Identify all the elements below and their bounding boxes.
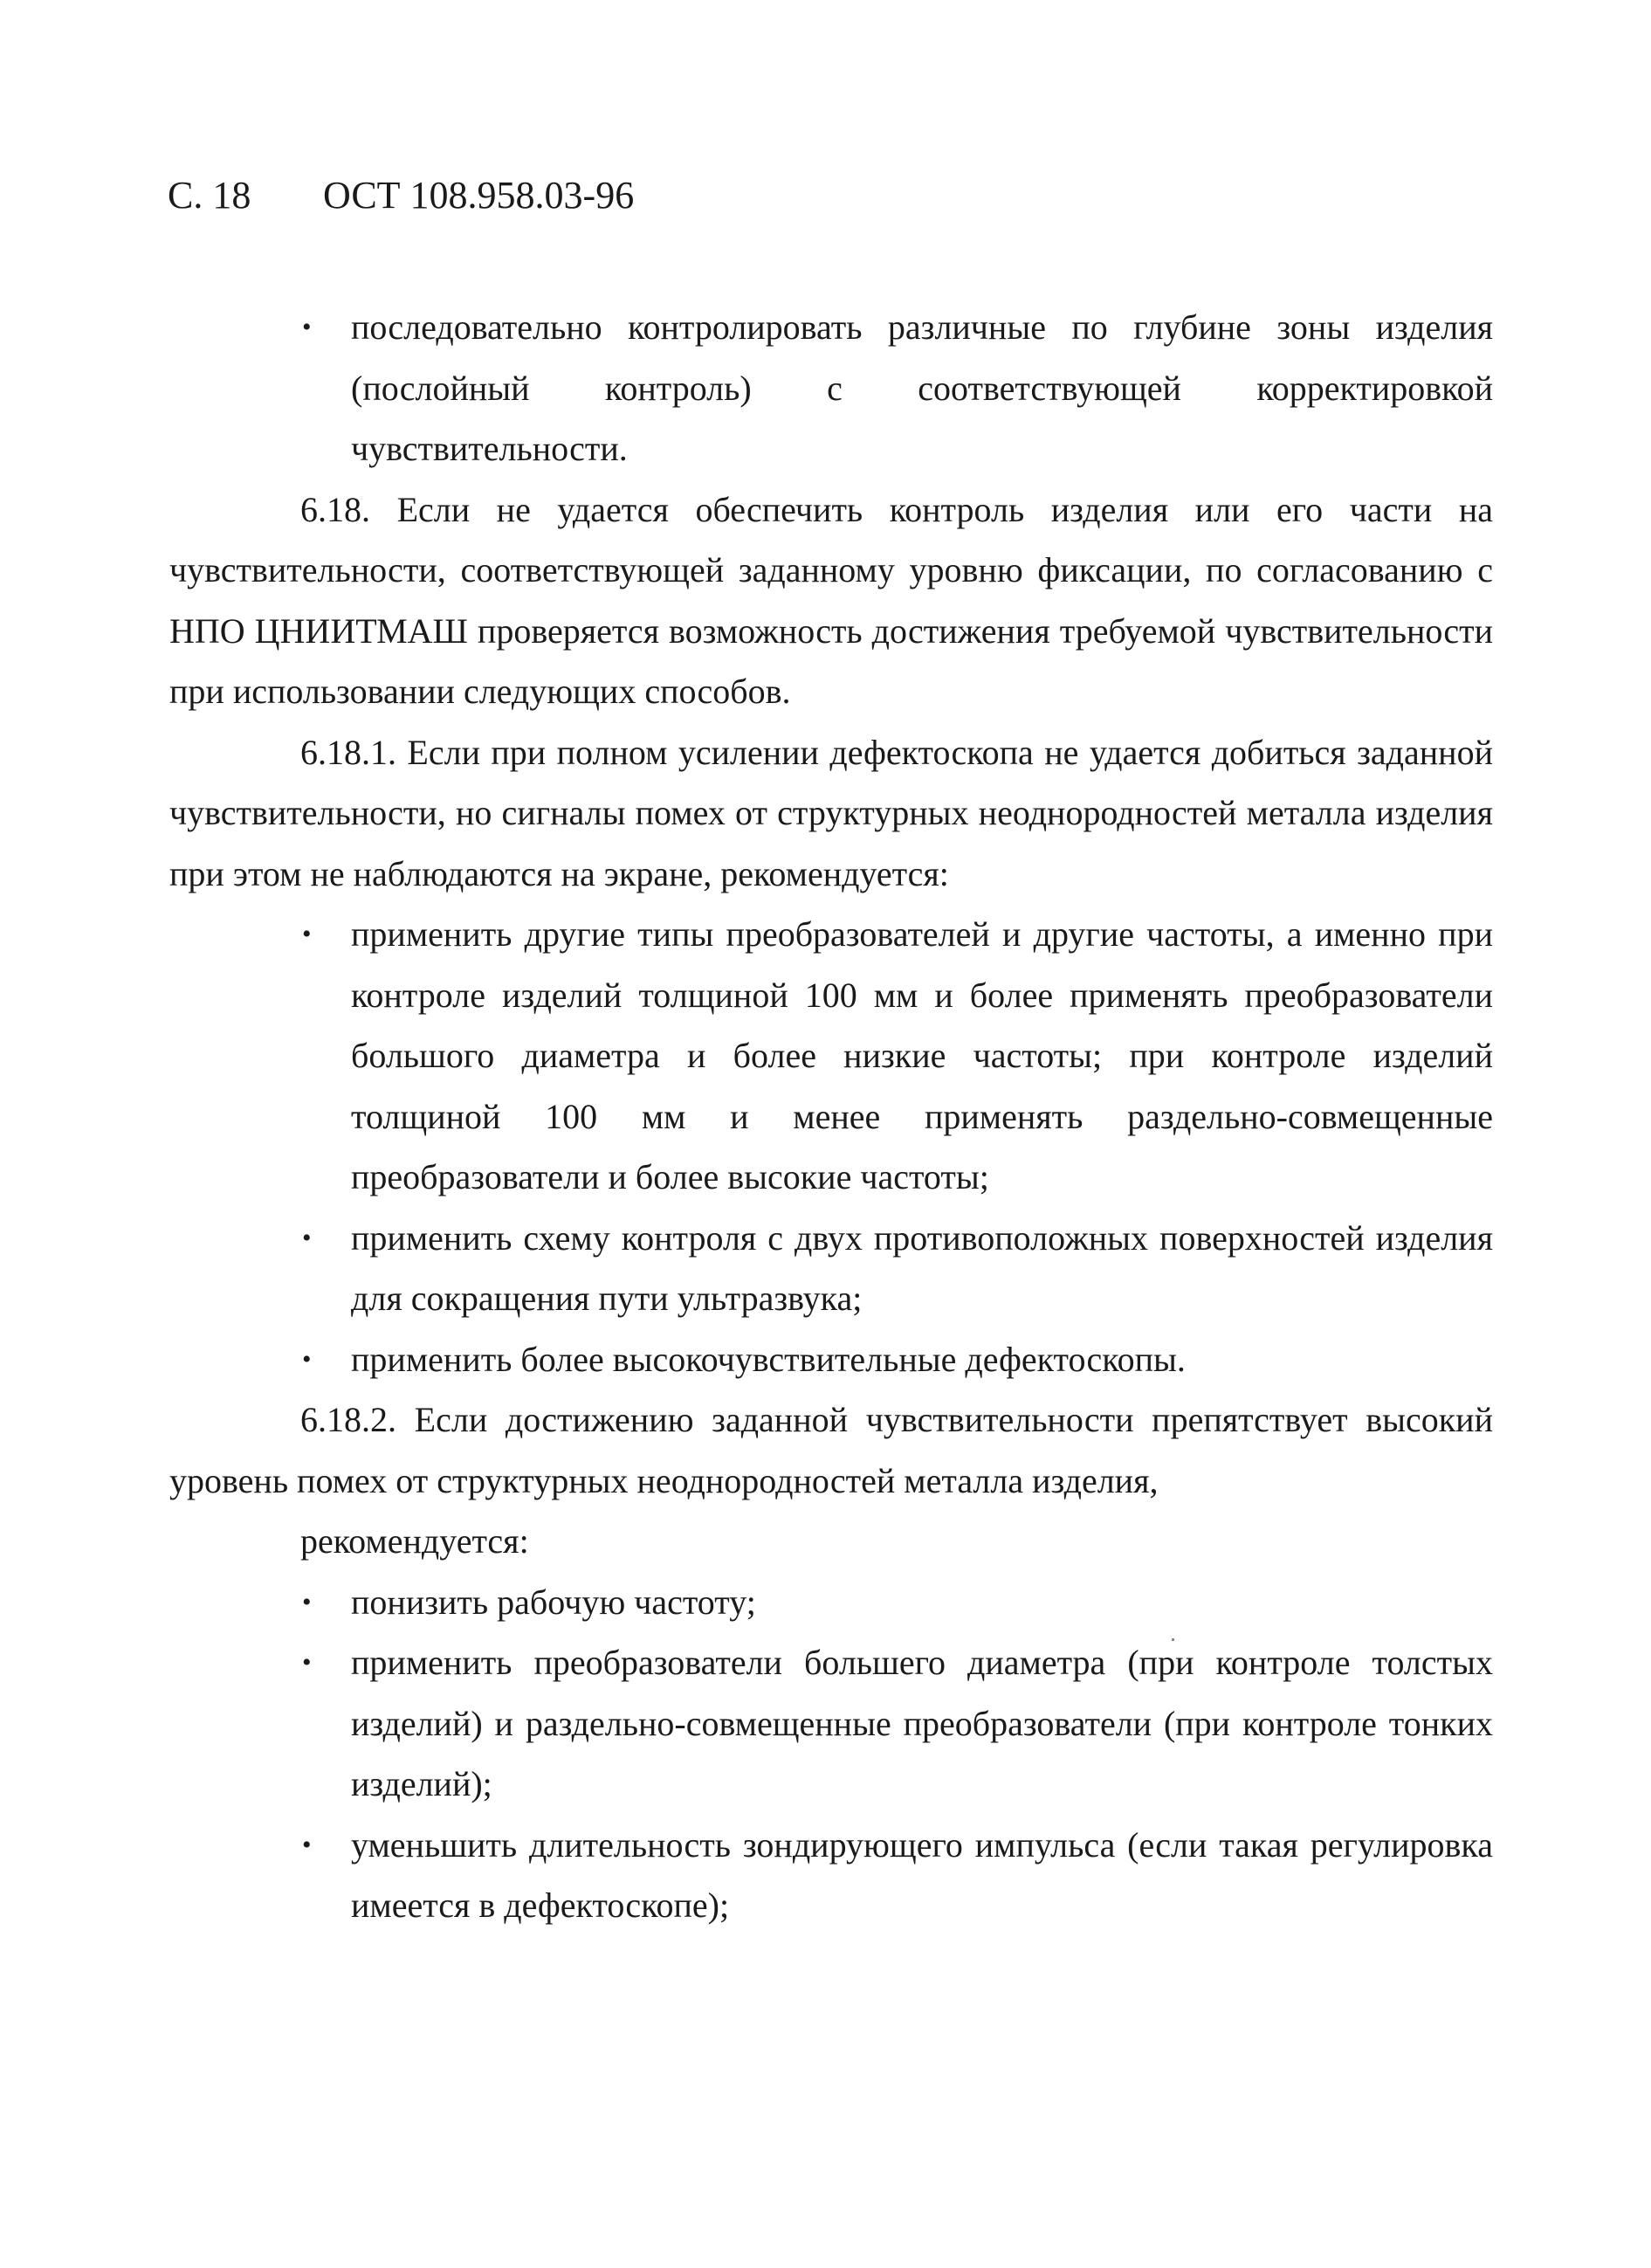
bullet-icon: •	[302, 1830, 312, 1859]
list-item-text: понизить рабочую частоту;	[351, 1582, 756, 1622]
list-item	[302, 904, 1493, 1208]
bullet-list-2	[169, 904, 1493, 1389]
list-item	[302, 1815, 1493, 1936]
paragraph-6-18-1: 6.18.1. Если при полном усилении дефектоскопа не удается добиться заданной чувствительности, но сигналы помех от структурных неоднородностей металла изделия при этом не наблюдаются на экране, рекомендуется:	[169, 732, 1493, 893]
list-item	[302, 1329, 1493, 1390]
bullet-list-1	[169, 297, 1493, 479]
list-item	[302, 297, 1493, 479]
list-item-text: применить другие типы преобразователей и другие частоты, а именно при контроле изделий толщиной 100 мм и более применять преобразователи большого диаметра и более низкие частоты; при контроле изделий толщиной 100 мм и менее применять раздельно-совмещенные преобразователи и более высокие частоты;	[351, 914, 1493, 1196]
list-item-text: уменьшить длительность зондирующего импульса (если такая регулировка имеется в дефектоскопе);	[351, 1824, 1493, 1925]
list-item	[302, 1208, 1493, 1329]
paragraph-6-18-2: 6.18.2. Если достижению заданной чувствительности препятствует высокий уровень помех от структурных неоднородностей металла изделия,	[169, 1400, 1493, 1500]
bullet-icon: •	[302, 1344, 312, 1374]
document-code: ОСТ 108.958.03-96	[323, 174, 635, 217]
list-item-text: применить схему контроля с двух противоположных поверхностей изделия для сокращения пути ультразвука;	[351, 1217, 1493, 1318]
bullet-icon: •	[302, 1587, 312, 1617]
list-item-text: применить более высокочувствительные дефектоскопы.	[351, 1339, 1186, 1379]
bullet-icon: •	[302, 1648, 312, 1677]
document-body	[169, 297, 1493, 1936]
page-header	[168, 171, 634, 220]
paragraph-recommended: рекомендуется:	[300, 1521, 529, 1561]
paragraph-6-18: 6.18. Если не удается обеспечить контроль изделия или его части на чувствительности, соответствующей заданному уровню фиксации, по согласованию с НПО ЦНИИТМАШ проверяется возможность достижения требуемой чувствительности при использовании следующих способов.	[169, 489, 1493, 711]
bullet-icon: •	[302, 1223, 312, 1252]
list-item-text: последовательно контролировать различные по глубине зоны изделия (послойный контроль) с соответствующей корректировкой чувствительности.	[351, 307, 1493, 468]
bullet-icon: •	[302, 920, 312, 948]
bullet-icon: •	[302, 313, 312, 341]
list-item	[302, 1572, 1493, 1633]
list-item	[302, 1632, 1493, 1815]
scan-speck	[1172, 1638, 1174, 1641]
list-item-text: применить преобразователи большего диаметра (при контроле толстых изделий) и раздельно-совмещенные преобразователи (при контроле тонких изделий);	[351, 1643, 1493, 1803]
page-number: С. 18	[168, 174, 251, 217]
bullet-list-3	[169, 1572, 1493, 1936]
